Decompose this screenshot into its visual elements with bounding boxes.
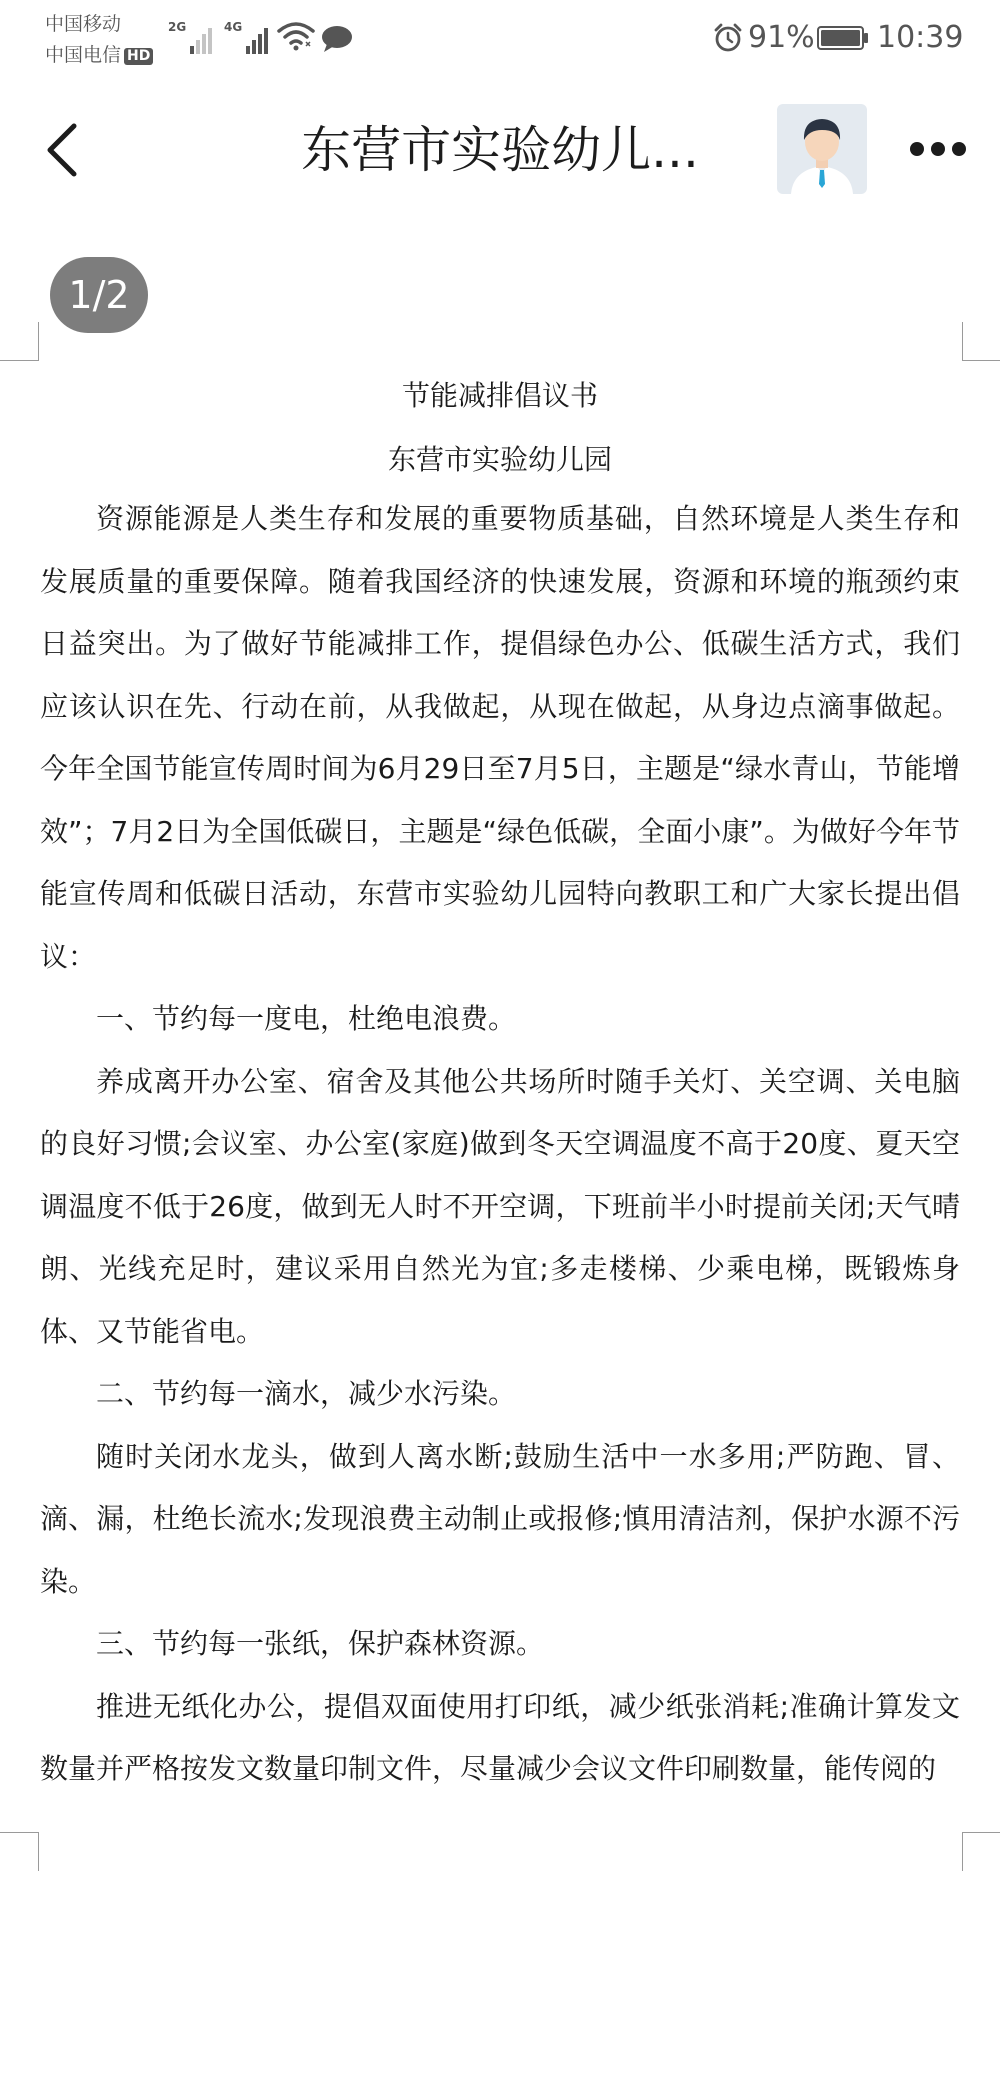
carrier-2-row <box>45 44 153 66</box>
document-paragraph: 推进无纸化办公，提倡双面使用打印纸，减少纸张消耗;准确计算发文数量并严格按发文数量印制文件，尽量减少会议文件印刷数量，能传阅的 <box>40 1689 960 1785</box>
status-bar <box>0 0 1000 76</box>
status-time: 10:39 <box>877 20 964 55</box>
carrier-2-label: 中国电信 <box>45 44 122 66</box>
document-title: 节能减排倡议书 <box>401 379 598 412</box>
crop-mark-top-left <box>0 322 39 361</box>
document-heading-water: 二、节约每一滴水，减少水污染。 <box>96 1377 517 1410</box>
wifi-icon <box>277 20 315 52</box>
avatar-person-icon <box>777 104 867 194</box>
page-indicator: 1/2 <box>50 257 148 333</box>
document-paragraph: 资源能源是人类生存和发展的重要物质基础，自然环境是人类生存和发展质量的重要保障。随着我国经济的快速发展，资源和环境的瓶颈约束日益突出。为了做好节能减排工作，提倡绿色办公、低碳生活方式，我们应该认识在先、行动在前，从我做起，从现在做起，从身边点滴事做起。今年全国节能宣传周时间为6月29日至7月5日，主题是“绿水青山，节能增效”；7月2日为全国低碳日，主题是“绿色低碳，全面小康”。为做好今年节能宣传周和低碳日活动，东营市实验幼儿园特向教职工和广大家长提出倡议： <box>40 502 960 973</box>
crop-mark-top-right <box>962 322 1000 361</box>
document-page[interactable] <box>40 368 960 1801</box>
message-bubble-icon <box>321 25 353 53</box>
document-paragraph: 随时关闭水龙头，做到人离水断;鼓励生活中一水多用;严防跑、冒、滴、漏，杜绝长流水;发现浪费主动制止或报修;慎用清洁剂，保护水源不污染。 <box>40 1439 960 1598</box>
avatar[interactable] <box>777 104 867 194</box>
hd-badge: HD <box>124 48 153 65</box>
crop-mark-bottom-right <box>962 1832 1000 1871</box>
back-arrow-icon[interactable] <box>38 118 94 182</box>
network-2g-label: 2G <box>168 20 187 34</box>
battery-percent: 91% <box>748 20 815 55</box>
crop-mark-bottom-left <box>0 1832 39 1871</box>
network-4g-label: 4G <box>224 20 243 34</box>
battery-icon <box>817 26 869 50</box>
carrier-1-label: 中国移动 <box>45 13 122 35</box>
signal-2g-icon <box>168 18 216 54</box>
more-options-icon[interactable] <box>906 126 970 172</box>
document-org: 东营市实验幼儿园 <box>387 443 612 476</box>
document-heading-electricity: 一、节约每一度电，杜绝电浪费。 <box>96 1002 517 1035</box>
signal-4g-icon <box>224 18 272 54</box>
title-bar <box>0 96 1000 204</box>
page-title: 东营市实验幼儿... <box>301 121 699 179</box>
alarm-clock-icon <box>713 23 743 53</box>
document-heading-paper: 三、节约每一张纸，保护森林资源。 <box>96 1627 545 1660</box>
document-paragraph: 养成离开办公室、宿舍及其他公共场所时随手关灯、关空调、关电脑的良好习惯;会议室、办公室(家庭)做到冬天空调温度不高于20度、夏天空调温度不低于26度，做到无人时不开空调，下班前半小时提前关闭;天气晴朗、光线充足时，建议采用自然光为宜;多走楼梯、少乘电梯，既锻炼身体、又节能省电。 <box>40 1064 960 1348</box>
